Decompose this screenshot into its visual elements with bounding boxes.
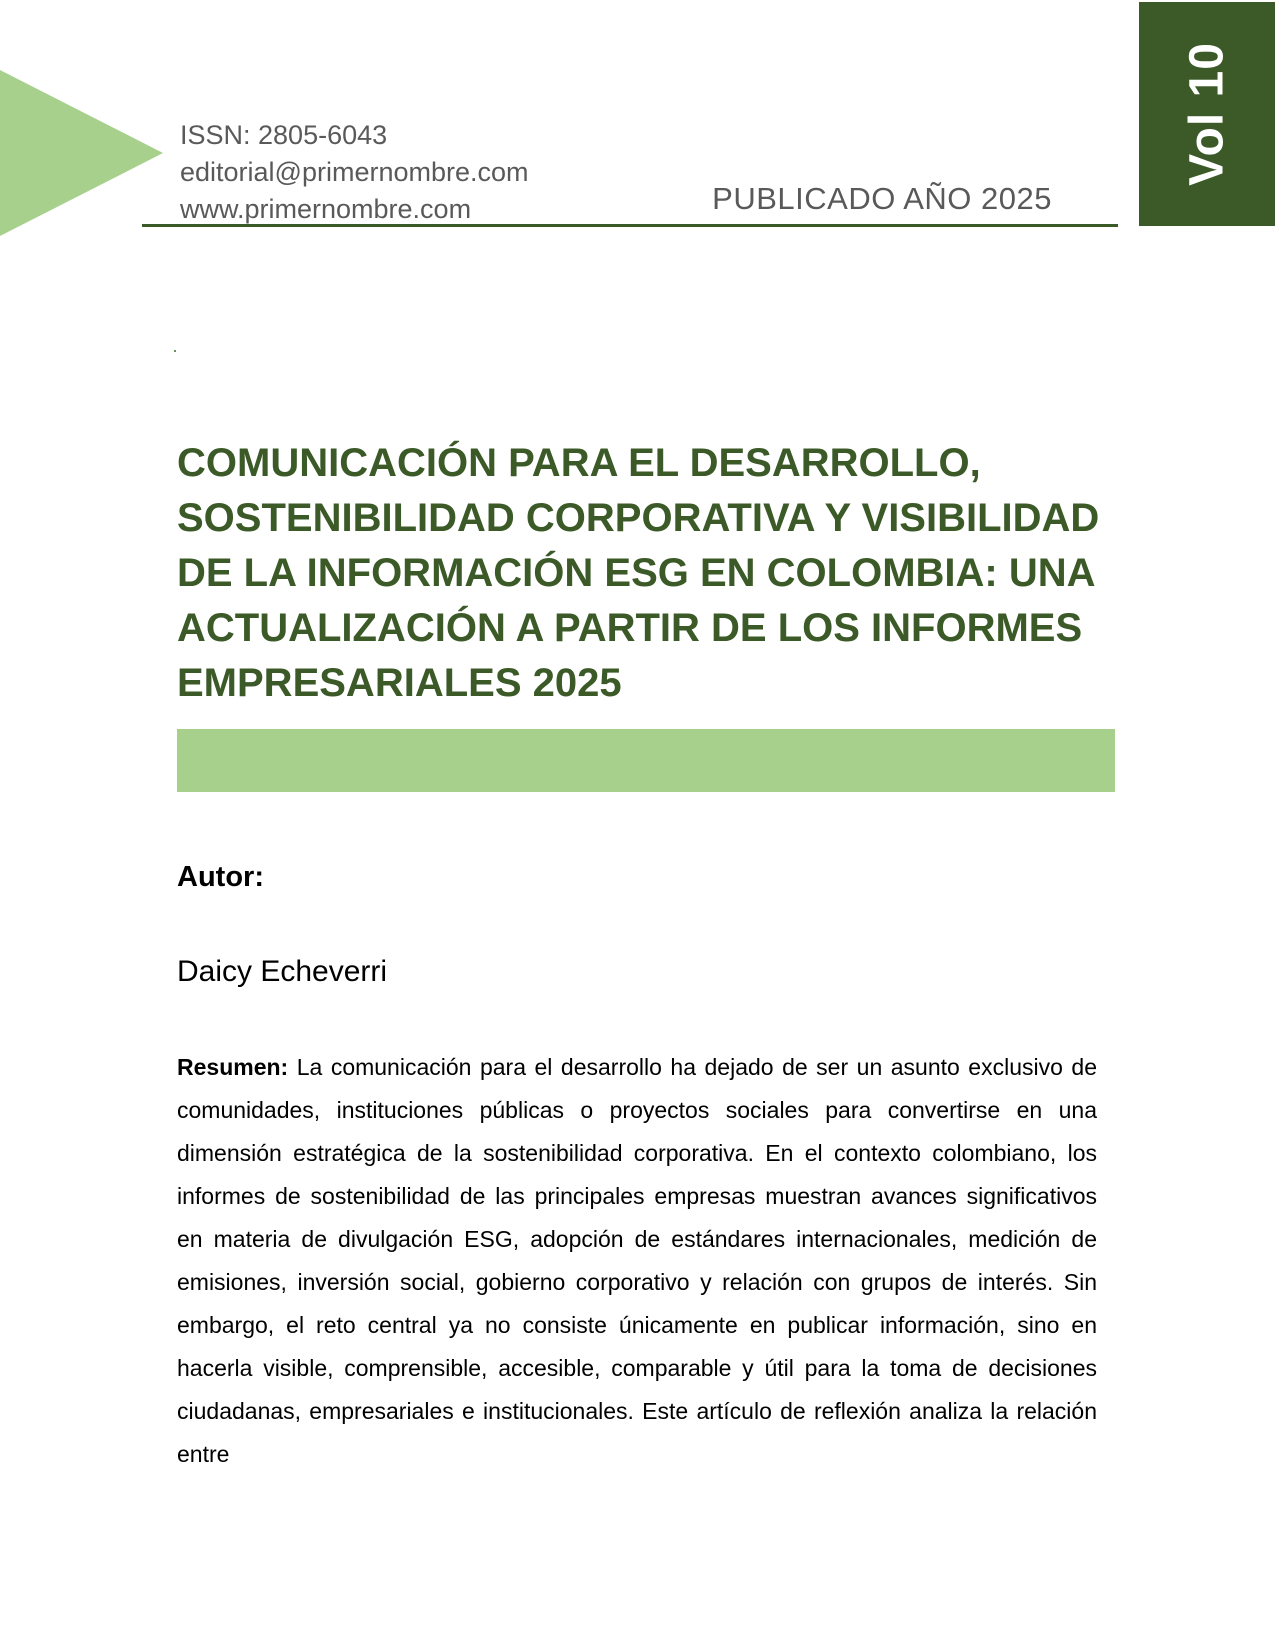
abstract bbox=[177, 1046, 1097, 1476]
abstract-label: Resumen: bbox=[177, 1054, 289, 1080]
decorative-triangle bbox=[0, 70, 163, 236]
editorial-email: editorial@primernombre.com bbox=[180, 157, 529, 187]
volume-label: Vol 10 bbox=[1180, 42, 1234, 186]
abstract-text: La comunicación para el desarrollo ha dejado de ser un asunto exclusivo de comunidades, instituciones públicas o proyectos sociales para convertirse en una dimensión estratégica de la sostenibilidad corporativa. En el contexto colombiano, los informes de sostenibilidad de las principales empresas muestran avances significativos en materia de divulgación ESG, adopción de estándares internacionales, medición de emisiones, inversión social, gobierno corporativo y relación con grupos de interés. Sin embargo, el reto central ya no consiste únicamente en publicar información, sino en hacerla visible, comprensible, accesible, comparable y útil para la toma de decisiones ciudadanas, empresariales e institucionales. Este artículo de reflexión analiza la relación entre bbox=[177, 1054, 1097, 1467]
author-label: Autor: bbox=[177, 861, 264, 893]
journal-website: www.primernombre.com bbox=[180, 194, 472, 224]
issn-text: ISSN: 2805-6043 bbox=[180, 120, 388, 150]
title-band bbox=[177, 729, 1115, 792]
author-name: Daicy Echeverri bbox=[177, 955, 388, 988]
published-year: PUBLICADO AÑO 2025 bbox=[712, 181, 1052, 216]
volume-tab bbox=[1139, 2, 1275, 226]
journal-info bbox=[180, 117, 529, 228]
article-title: COMUNICACIÓN PARA EL DESARROLLO, SOSTENIBILIDAD CORPORATIVA Y VISIBILIDAD DE LA INFORMACIÓN ESG EN COLOMBIA: UNA ACTUALIZACIÓN A PARTIR DE LOS INFORMES EMPRESARIALES 2025 bbox=[177, 441, 1100, 705]
header-divider bbox=[142, 224, 1118, 227]
page-speck bbox=[174, 350, 176, 352]
